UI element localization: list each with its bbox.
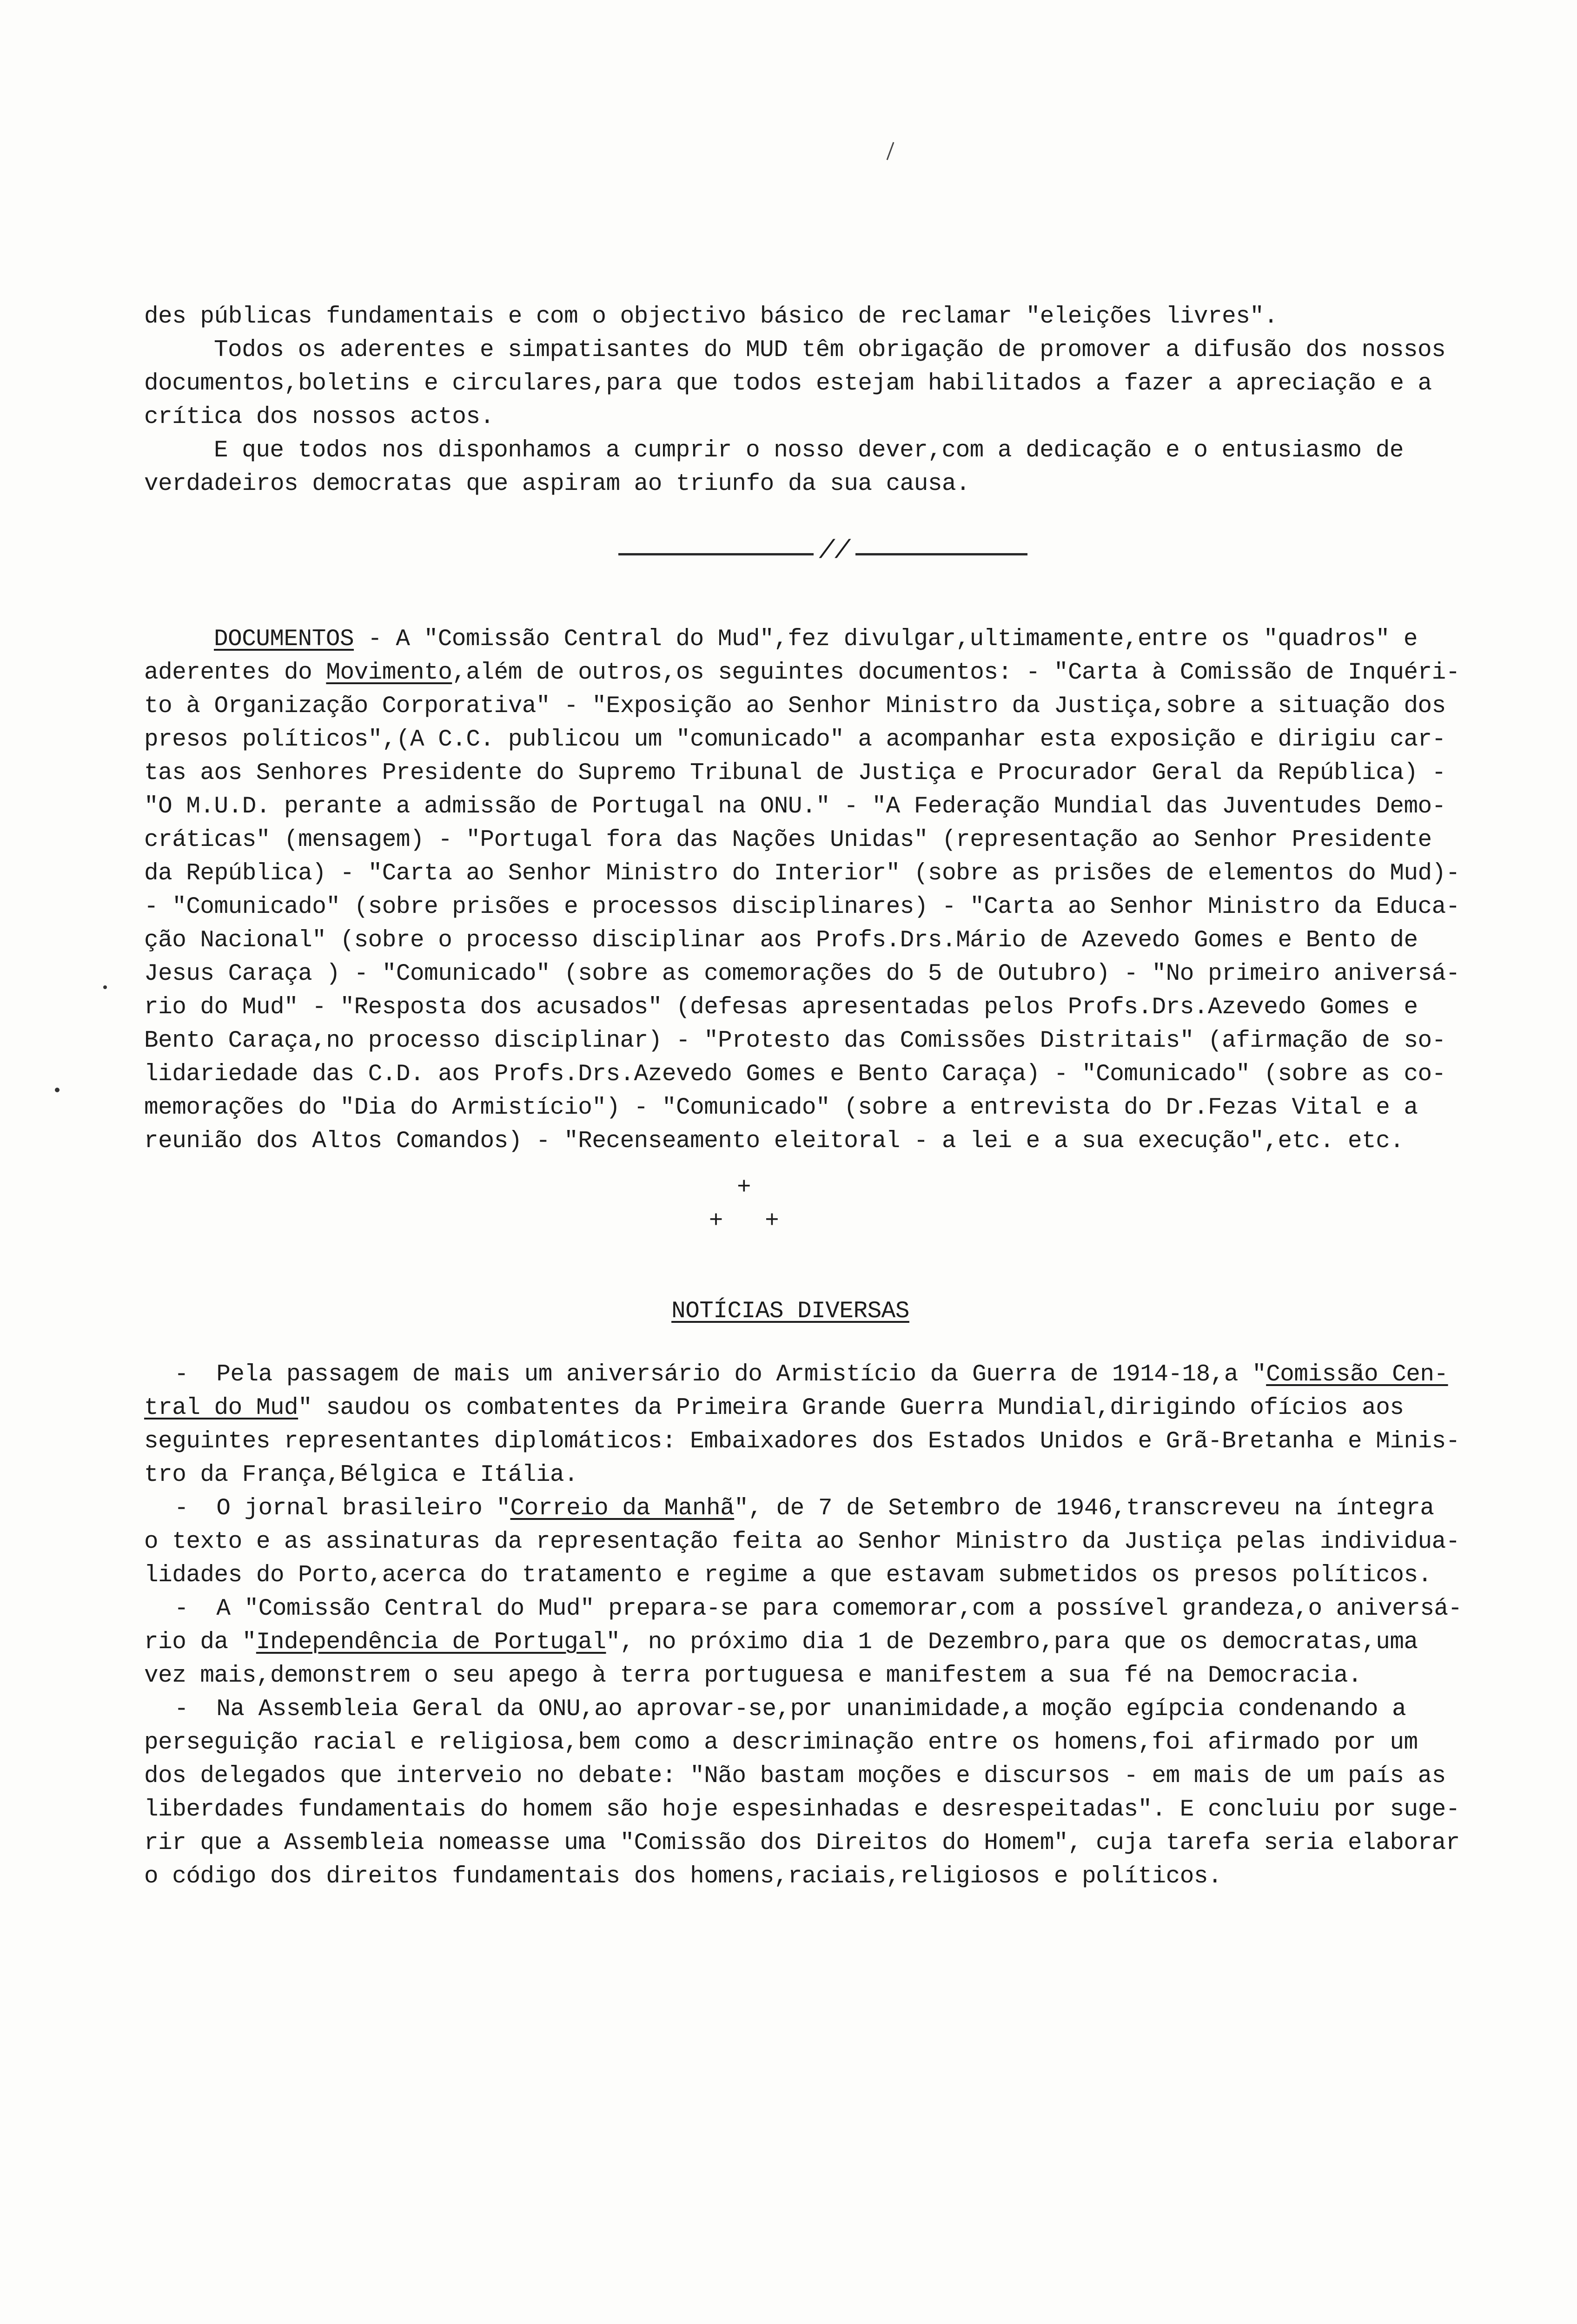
documentos-heading: DOCUMENTOS — [214, 626, 354, 653]
crosses-divider — [651, 1171, 837, 1238]
documentos-text: ,além de outros,os seguintes documentos: - "Carta à Comissão de Inquéri- — [452, 660, 1460, 686]
noticia-line: o texto e as assinaturas da representação feita ao Senhor Ministro da Justiça pelas individua- — [144, 1529, 1460, 1555]
intro-line: Todos os aderentes e simpatisantes do MUD têm obrigação de promover a difusão dos nossos — [214, 337, 1446, 363]
noticia-line: rir que a Assembleia nomeasse uma "Comissão dos Direitos do Homem", cuja tarefa seria elaborar — [144, 1830, 1460, 1856]
documentos-line: lidariedade das C.D. aos Profs.Drs.Azevedo Gomes e Bento Caraça) - "Comunicado" (sobre as co- — [144, 1061, 1446, 1088]
documentos-line: Bento Caraça,no processo disciplinar) - "Protesto das Comissões Distritais" (afirmação de so- — [144, 1028, 1446, 1054]
cross-top: + — [736, 1175, 751, 1201]
documentos-line: - "Comunicado" (sobre prisões e processos disciplinares) - "Carta ao Senhor Ministro da Educa- — [144, 894, 1460, 920]
noticias-heading-text: NOTÍCIAS DIVERSAS — [671, 1298, 909, 1325]
intro-line: des públicas fundamentais e com o objectivo básico de reclamar "eleições livres". — [144, 304, 1278, 330]
noticia-underlined: Independência de Portugal — [256, 1629, 606, 1656]
noticia-line: liberdades fundamentais do homem são hoje espesinhadas e desrespeitadas". E concluiu por suge- — [144, 1796, 1460, 1823]
noticia-line: lidades do Porto,acerca do tratamento e regime a que estavam submetidos os presos políticos. — [144, 1562, 1432, 1589]
intro-line: documentos,boletins e circulares,para que todos estejam habilitados a fazer a apreciação e a — [144, 370, 1432, 397]
noticia-text: ", no próximo dia 1 de Dezembro,para que os democratas,uma — [606, 1629, 1418, 1656]
noticia-line — [144, 1358, 1534, 1392]
separator-rule-right — [855, 553, 1027, 555]
stray-mark — [883, 139, 897, 163]
noticia-line: dos delegados que interveio no debate: "Não bastam moções e discursos - em mais de um país as — [144, 1763, 1446, 1789]
noticia-line: o código dos direitos fundamentais dos homens,raciais,religiosos e políticos. — [144, 1863, 1222, 1890]
noticia-line: - Na Assembleia Geral da ONU,ao aprovar-se,por unanimidade,a moção egípcia condenando a — [174, 1696, 1406, 1723]
intro-line: crítica dos nossos actos. — [144, 404, 494, 430]
separator-mark: // — [819, 536, 850, 566]
noticia-line: - A "Comissão Central do Mud" prepara-se para comemorar,com a possível grandeza,o aniversá- — [174, 1596, 1462, 1622]
documentos-line: rio do Mud" - "Resposta dos acusados" (defesas apresentadas pelos Profs.Drs.Azevedo Gomes e — [144, 994, 1418, 1021]
documentos-line: presos políticos",(A C.C. publicou um "comunicado" a acompanhar esta exposição e dirigiu car- — [144, 726, 1446, 753]
documentos-line: cráticas" (mensagem) - "Portugal fora das Nações Unidas" (representação ao Senhor Presidente — [144, 827, 1432, 853]
documentos-line: ção Nacional" (sobre o processo disciplinar aos Profs.Drs.Mário de Azevedo Gomes e Bento de — [144, 927, 1418, 954]
intro-line: E que todos nos disponhamos a cumprir o nosso dever,com a dedicação e o entusiasmo de — [214, 437, 1404, 464]
documentos-text: aderentes do — [144, 660, 326, 686]
noticias-heading-wrap — [604, 1295, 976, 1328]
documentos-line: "O M.U.D. perante a admissão de Portugal na ONU." - "A Federação Mundial das Juventudes Demo- — [144, 793, 1446, 820]
documentos-line: Jesus Caraça ) - "Comunicado" (sobre as comemorações do 5 de Outubro) - "No primeiro aniversá- — [144, 961, 1460, 987]
documentos-line: tas aos Senhores Presidente do Supremo Tribunal de Justiça e Procurador Geral da República) - — [144, 760, 1446, 786]
intro-line: verdadeiros democratas que aspiram ao triunfo da sua causa. — [144, 471, 970, 497]
noticia-underlined: tral do Mud — [144, 1395, 298, 1421]
documentos-line: memorações do "Dia do Armistício") - "Comunicado" (sobre a entrevista do Dr.Fezas Vital e a — [144, 1095, 1418, 1121]
intro-paragraph — [144, 300, 1534, 501]
documentos-text: - A "Comissão Central do Mud",fez divulgar,ultimamente,entre os "quadros" e — [354, 626, 1418, 653]
noticia-underlined: Comissão Cen- — [1266, 1361, 1448, 1388]
margin-dot — [55, 1088, 60, 1092]
noticia-line — [144, 1626, 1534, 1659]
noticia-text: " saudou os combatentes da Primeira Grande Guerra Mundial,dirigindo ofícios aos — [298, 1395, 1404, 1421]
documentos-line: da República) - "Carta ao Senhor Ministro do Interior" (sobre as prisões de elementos do Mud)- — [144, 860, 1460, 887]
cross-bottom: + + — [709, 1208, 779, 1235]
documentos-line — [144, 656, 1534, 690]
noticia-line — [144, 1492, 1534, 1525]
documentos-paragraph — [144, 623, 1534, 1158]
separator-rule-left — [618, 553, 814, 555]
documentos-line: reunião dos Altos Comandos) - "Recenseamento eleitoral - a lei e a sua execução",etc. etc. — [144, 1128, 1404, 1155]
noticia-text: - Pela passagem de mais um aniversário do Armistício da Guerra de 1914-18,a " — [174, 1361, 1266, 1388]
noticia-underlined: Correio da Manhã — [510, 1495, 735, 1522]
noticia-line: vez mais,demonstrem o seu apego à terra portuguesa e manifestem a sua fé na Democracia. — [144, 1663, 1362, 1689]
documentos-line: to à Organização Corporativa" - "Exposição ao Senhor Ministro da Justiça,sobre a situação dos — [144, 693, 1446, 720]
noticia-line: seguintes representantes diplomáticos: Embaixadores dos Estados Unidos e Grã-Bretanha e Minis- — [144, 1428, 1460, 1455]
movimento-underlined: Movimento — [326, 660, 452, 686]
section-separator — [618, 535, 1027, 567]
margin-dot — [103, 985, 107, 989]
noticia-text: - O jornal brasileiro " — [174, 1495, 510, 1522]
noticia-line: tro da França,Bélgica e Itália. — [144, 1462, 578, 1488]
noticias-paragraphs — [144, 1358, 1534, 1894]
noticia-line — [144, 1392, 1534, 1425]
documentos-first-line — [144, 623, 1534, 656]
noticias-heading — [604, 1295, 976, 1328]
noticia-line: perseguição racial e religiosa,bem como a descriminação entre os homens,foi afirmado por um — [144, 1730, 1418, 1756]
noticia-text: rio da " — [144, 1629, 256, 1656]
noticia-text: ", de 7 de Setembro de 1946,transcreveu na íntegra — [734, 1495, 1434, 1522]
